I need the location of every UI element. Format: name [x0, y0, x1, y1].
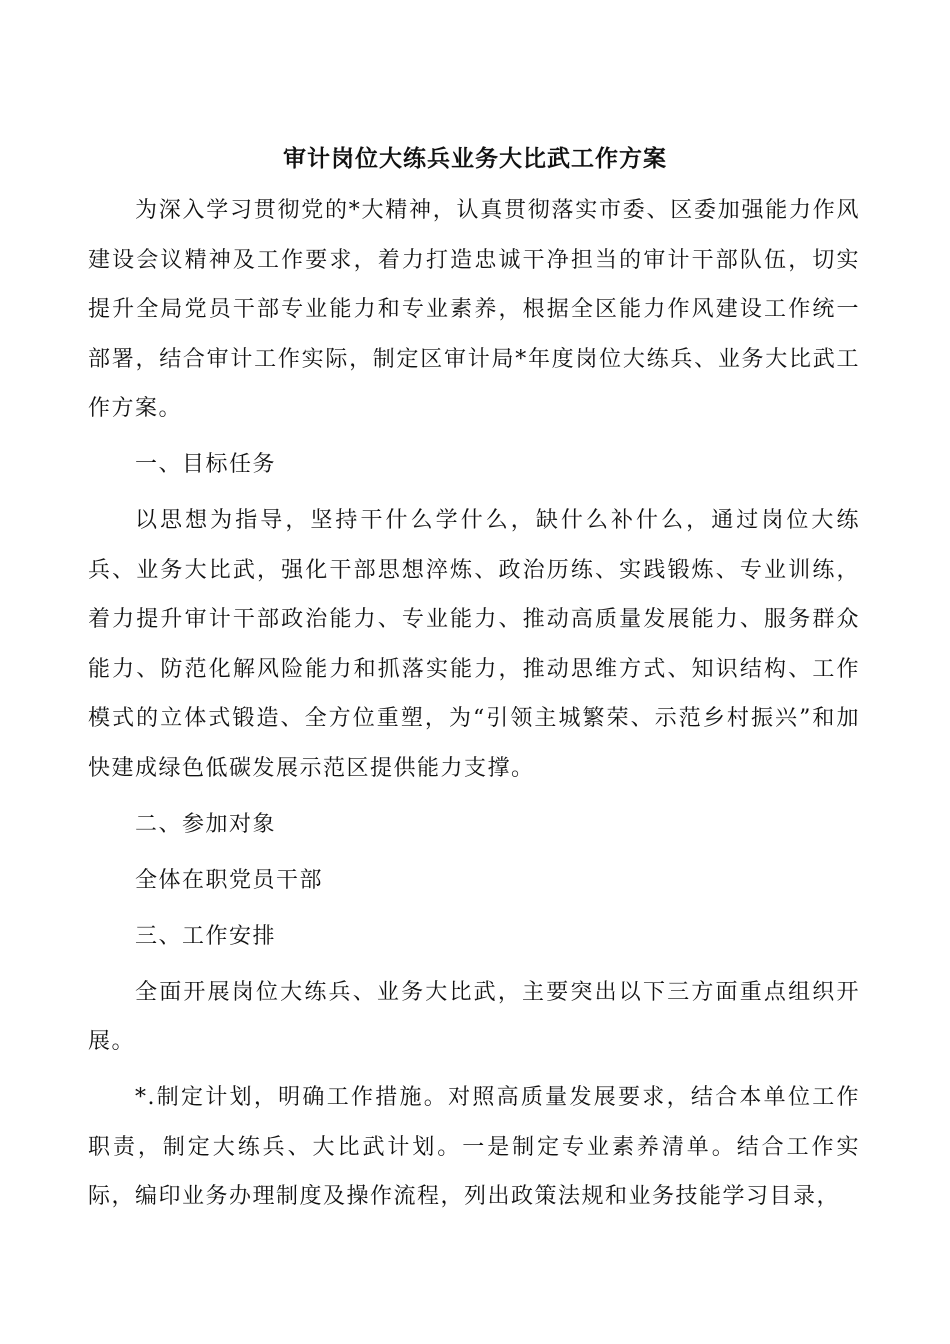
goals-paragraph: 以思想为指导，坚持干什么学什么，缺什么补什么，通过岗位大练兵、业务大比武，强化干部思想淬炼、政治历练、实践锻炼、专业训练，着力提升审计干部政治能力、专业能力、推动高质量发展能力、服务群众能力、防范化解风险能力和抓落实能力，推动思维方式、知识结构、工作模式的立体式锻造、全方位重塑，为“引领主城繁荣、示范乡村振兴”和加快建成绿色低碳发展示范区提供能力支撑。: [88, 508, 860, 781]
document-title: 审计岗位大练兵业务大比武工作方案: [283, 145, 667, 172]
arrangements-paragraph: 全面开展岗位大练兵、业务大比武，主要突出以下三方面重点组织开展。: [88, 979, 860, 1054]
section-heading-participants: 二、参加对象: [135, 811, 277, 837]
plan-paragraph: *.制定计划，明确工作措施。对照高质量发展要求，结合本单位工作职责，制定大练兵、大比武计划。一是制定专业素养清单。结合工作实际，编印业务办理制度及操作流程，列出政策法规和业务技能学习目录，: [88, 1085, 860, 1209]
intro-paragraph: 为深入学习贯彻党的*大精神，认真贯彻落实市委、区委加强能力作风建设会议精神及工作要求，着力打造忠诚干净担当的审计干部队伍，切实提升全局党员干部专业能力和专业素养，根据全区能力作风建设工作统一部署，结合审计工作实际，制定区审计局*年度岗位大练兵、业务大比武工作方案。: [88, 198, 860, 421]
section-heading-arrangements: 三、工作安排: [135, 923, 277, 949]
document-body: [88, 186, 860, 1228]
section-heading-goals: 一、目标任务: [135, 452, 277, 477]
participants-paragraph: 全体在职党员干部: [135, 867, 324, 893]
